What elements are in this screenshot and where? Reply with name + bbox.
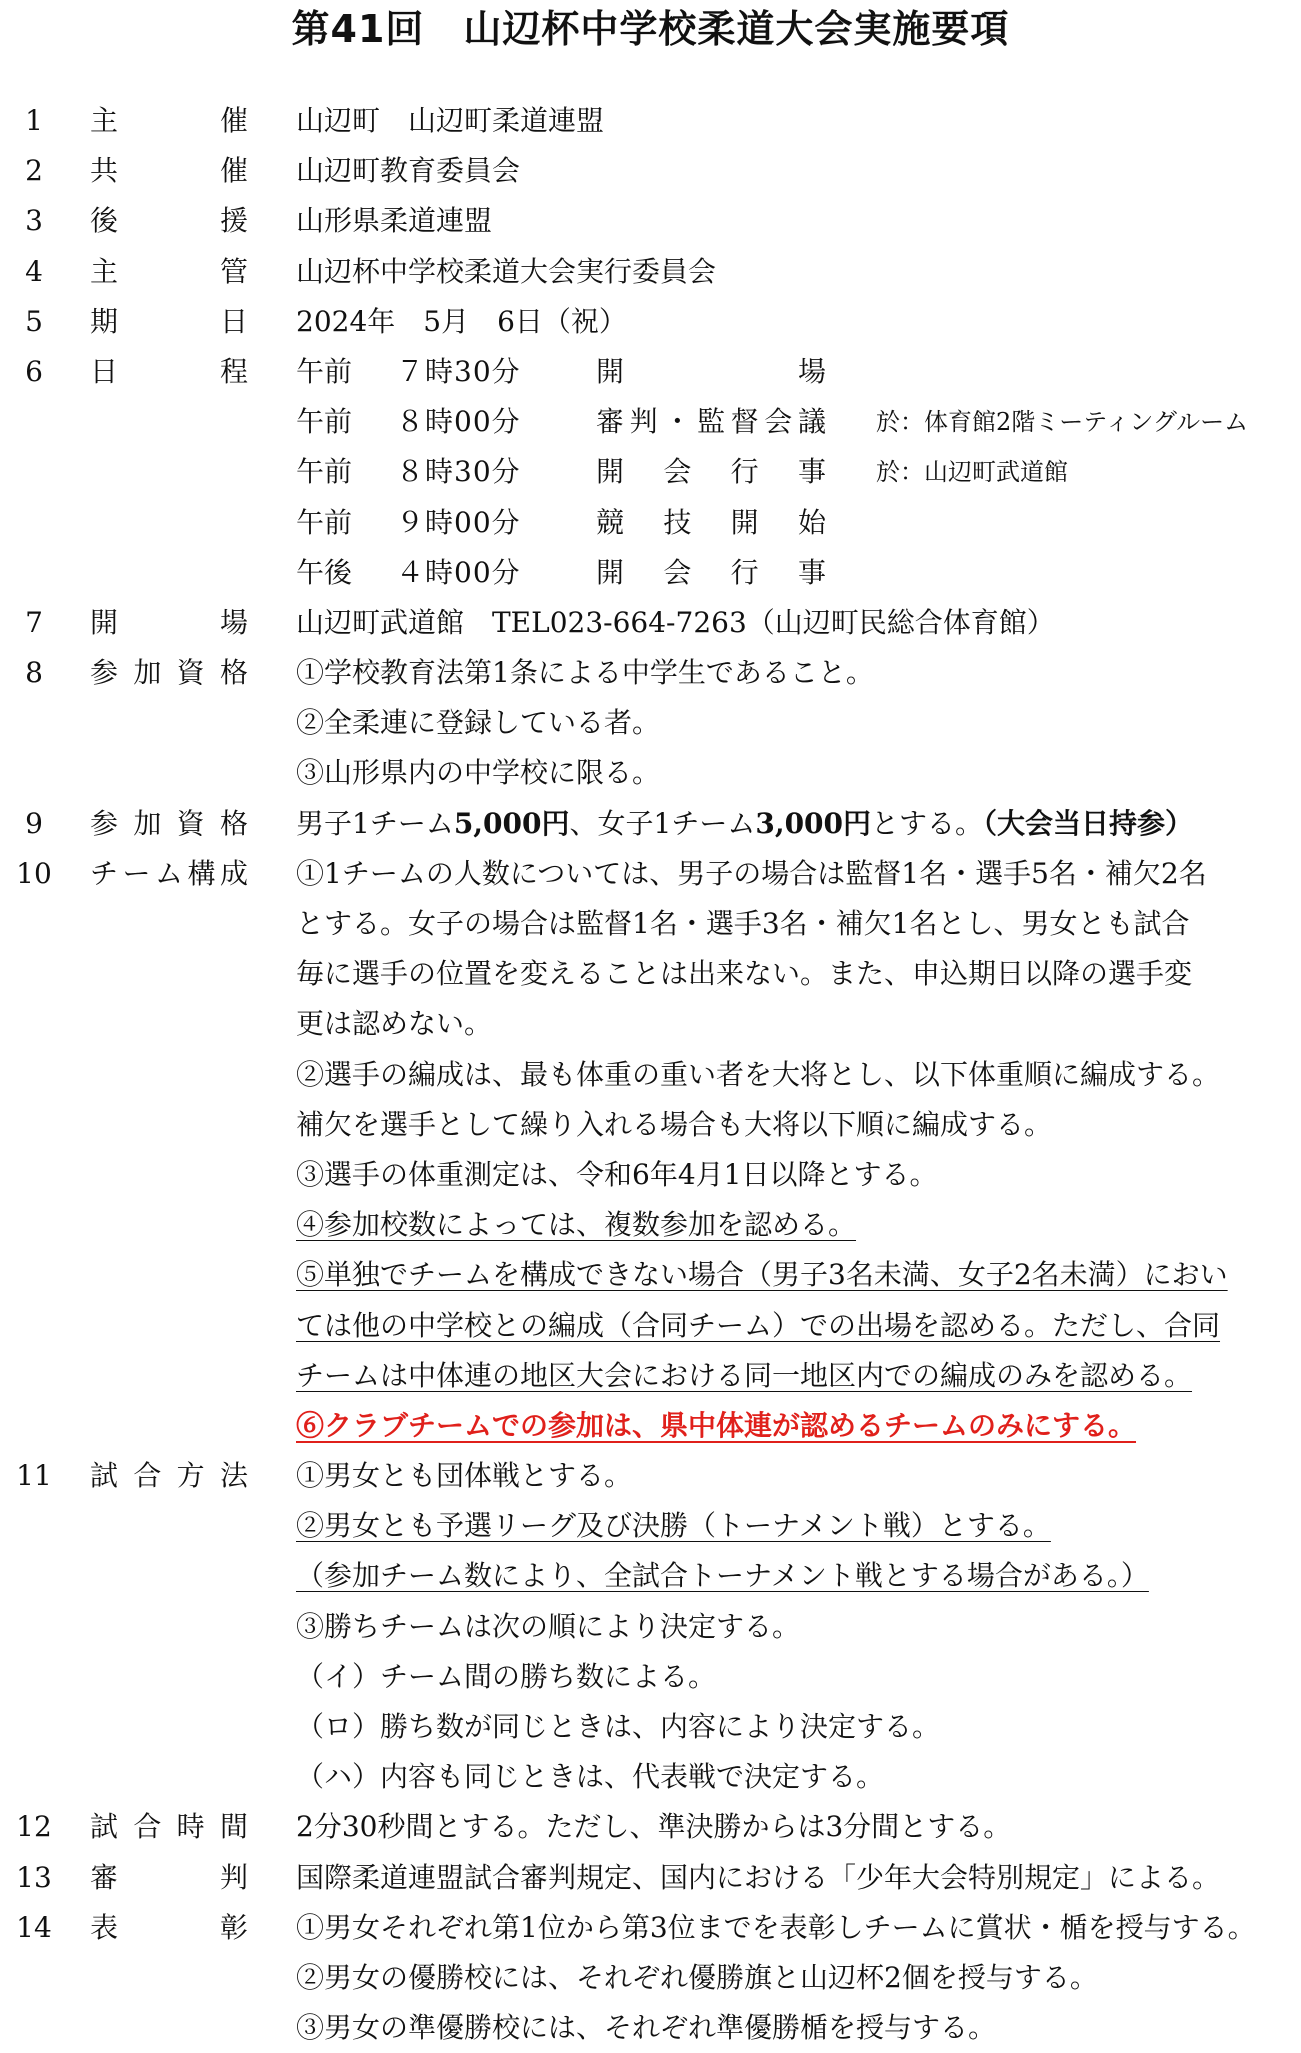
item-content-line: ②男女とも予選リーグ及び決勝（トーナメント戦）とする。 [296, 1509, 1051, 1543]
item-number: 5 [25, 304, 43, 338]
item-number: 6 [25, 354, 43, 388]
item-content-line: ②選手の編成は、最も体重の重い者を大将とし、以下体重順に編成する。 [296, 1057, 1221, 1091]
item-label: 参 加 資 格 [90, 806, 248, 840]
item-content: 山形県柔道連盟 [296, 204, 493, 238]
item-row-4 [0, 247, 1301, 297]
schedule-event-char: 開 [596, 354, 625, 388]
item-content-line: チームは中体連の地区大会における同一地区内での編成のみを認める。 [296, 1358, 1193, 1392]
item-number: 7 [25, 605, 43, 639]
schedule-event-char: 監 [696, 405, 725, 439]
item-line [0, 1050, 1301, 1100]
item-row-1 [0, 96, 1301, 146]
schedule-event-char: 審 [596, 405, 625, 439]
schedule-ampm: 午後 [296, 555, 353, 589]
schedule-time: ７時30分 [396, 354, 521, 388]
schedule-event-char: 事 [797, 455, 826, 489]
fee-text: 、女子1チーム [569, 806, 756, 840]
item-row-9 [0, 799, 1301, 849]
schedule-block [0, 347, 1301, 598]
schedule-event-char: 開 [596, 455, 625, 489]
item-content: 2024年 5月 6日（祝） [296, 304, 627, 338]
schedule-time: ８時30分 [396, 455, 521, 489]
item-content-line: ①学校教育法第1条による中学生であること。 [296, 656, 874, 690]
item-content-line: ③山形県内の中学校に限る。 [296, 756, 661, 790]
item-number: 9 [25, 806, 43, 840]
schedule-event-char: 判 [629, 405, 658, 439]
fee-content [296, 799, 1193, 849]
schedule-event-char: 始 [797, 505, 826, 539]
item-line [0, 1903, 1301, 1953]
item-line [0, 1200, 1301, 1250]
item-label: 共 催 [90, 154, 248, 188]
item-line [0, 999, 1301, 1049]
schedule-event-char: 場 [797, 354, 826, 388]
fee-text: 男子1チーム [296, 806, 454, 840]
item-content-line: ③男女の準優勝校には、それぞれ準優勝楯を授与する。 [296, 2011, 997, 2045]
fee-text: とする。 [871, 806, 984, 840]
item-number: 11 [16, 1459, 52, 1493]
item-content-line: ③選手の体重測定は、令和6年4月1日以降とする。 [296, 1157, 938, 1191]
item-line [0, 698, 1301, 748]
item-content-line: ては他の中学校との編成（合同チーム）での出場を認める。ただし、合同 [296, 1308, 1221, 1342]
item-number: 1 [25, 104, 43, 137]
item-line [0, 2003, 1301, 2053]
item-line [0, 1752, 1301, 1802]
schedule-ampm: 午前 [296, 455, 353, 489]
item-number: 2 [25, 154, 43, 188]
item-content-line: ⑤単独でチームを構成できない場合（男子3名未満、女子2名未満）におい [296, 1258, 1228, 1292]
item-line [0, 1150, 1301, 1200]
item-label: 表 彰 [90, 1910, 248, 1944]
item-line [0, 648, 1301, 698]
item-number: 12 [16, 1810, 52, 1844]
item-row-5 [0, 297, 1301, 347]
fee-note: （大会当日持参） [983, 806, 1194, 840]
schedule-venue: 於：体育館2階ミーティングルーム [876, 408, 1249, 437]
item-line [0, 1953, 1301, 2003]
schedule-event-char: 行 [730, 555, 759, 589]
schedule-time: ９時00分 [396, 505, 521, 539]
item-label: 試 合 方 法 [90, 1459, 248, 1493]
document-body [0, 96, 1301, 2053]
item-block-14 [0, 1903, 1301, 2053]
schedule-ampm: 午前 [296, 405, 353, 439]
item-label: 日 程 [90, 354, 248, 388]
item-label: 期 日 [90, 304, 248, 338]
schedule-row [0, 447, 1301, 497]
schedule-event-char: ・ [663, 405, 692, 439]
item-line [0, 1652, 1301, 1702]
item-line [0, 849, 1301, 899]
item-row-12 [0, 1802, 1301, 1852]
item-line [0, 1100, 1301, 1150]
fee-amount-boys: 5,000円 [453, 806, 570, 840]
schedule-row [0, 498, 1301, 548]
schedule-row [0, 347, 1301, 397]
schedule-ampm: 午前 [296, 354, 353, 388]
fee-amount-girls: 3,000円 [755, 806, 872, 840]
item-content-line: （参加チーム数により、全試合トーナメント戦とする場合がある。） [296, 1559, 1149, 1593]
item-content-line: 更は認めない。 [296, 1007, 493, 1041]
item-line [0, 1451, 1301, 1501]
item-number: 10 [16, 856, 52, 890]
item-label: 主 催 [90, 104, 248, 137]
item-line [0, 949, 1301, 999]
item-content: 2分30秒間とする。ただし、準決勝からは3分間とする。 [296, 1810, 1012, 1844]
item-content-line: ④参加校数によっては、複数参加を認める。 [296, 1208, 857, 1242]
item-content-line: とする。女子の場合は監督1名・選手3名・補欠1名とし、男女とも試合 [296, 907, 1190, 940]
item-content-line: ③勝ちチームは次の順により決定する。 [296, 1609, 801, 1643]
schedule-event-char: 開 [596, 555, 625, 589]
item-line [0, 1250, 1301, 1300]
schedule-event-char: 会 [764, 405, 793, 439]
item-line [0, 1351, 1301, 1401]
page-title: 第41回 山辺杯中学校柔道大会実施要項 [291, 7, 1010, 51]
item-label: 審 判 [90, 1860, 248, 1894]
item-content-line: ⑥クラブチームでの参加は、県中体連が認めるチームのみにする。 [296, 1408, 1137, 1442]
schedule-ampm: 午前 [296, 505, 353, 539]
schedule-time: ８時00分 [396, 405, 521, 439]
schedule-venue: 於：山辺町武道館 [876, 458, 1068, 487]
schedule-time: ４時00分 [396, 555, 521, 589]
item-content: 山辺町 山辺町柔道連盟 [296, 104, 605, 137]
item-content-line: （ハ）内容も同じときは、代表戦で決定する。 [296, 1760, 885, 1794]
item-content: 国際柔道連盟試合審判規定、国内における「少年大会特別規定」による。 [296, 1860, 1221, 1894]
item-content-line: ②全柔連に登録している者。 [296, 706, 661, 740]
item-content-line: ②男女の優勝校には、それぞれ優勝旗と山辺杯2個を授与する。 [296, 1960, 1098, 1994]
schedule-event-char: 開 [730, 505, 759, 539]
schedule-event [596, 347, 826, 397]
item-content: 山辺町武道館 TEL023-664-7263（山辺町民総合体育館） [296, 605, 1055, 639]
schedule-event-char: 督 [730, 405, 759, 439]
item-line [0, 899, 1301, 949]
schedule-event-char: 会 [663, 455, 692, 489]
schedule-event-char: 競 [596, 505, 625, 539]
item-row-3 [0, 196, 1301, 246]
item-line [0, 1501, 1301, 1551]
schedule-row [0, 397, 1301, 447]
item-content-line: （ロ）勝ち数が同じときは、内容により決定する。 [296, 1710, 941, 1743]
item-row-7 [0, 598, 1301, 648]
item-label: チ ー ム 構 成 [90, 856, 248, 890]
item-label: 参 加 資 格 [90, 656, 248, 690]
item-row-2 [0, 146, 1301, 196]
item-content-line: ①1チームの人数については、男子の場合は監督1名・選手5名・補欠2名 [296, 856, 1207, 890]
schedule-event [596, 447, 826, 497]
item-content: 山辺町教育委員会 [296, 154, 521, 188]
schedule-event-char: 事 [797, 555, 826, 589]
item-content-line: （イ）チーム間の勝ち数による。 [296, 1659, 717, 1693]
item-number: 13 [16, 1860, 52, 1894]
item-content-line: 補欠を選手として繰り入れる場合も大将以下順に編成する。 [296, 1107, 1053, 1141]
item-line [0, 1401, 1301, 1451]
schedule-event [596, 397, 826, 447]
item-label: 開 場 [90, 605, 248, 639]
item-content-line: ①男女それぞれ第1位から第3位までを表彰しチームに賞状・楯を授与する。 [296, 1910, 1256, 1944]
item-number: 8 [25, 656, 43, 690]
schedule-event-char: 会 [663, 555, 692, 589]
item-block-8 [0, 648, 1301, 799]
item-label: 試 合 時 間 [90, 1810, 248, 1844]
item-row-13 [0, 1853, 1301, 1903]
schedule-event [596, 548, 826, 598]
item-label: 後 援 [90, 204, 248, 238]
schedule-event-char: 議 [797, 405, 826, 439]
item-block-10 [0, 849, 1301, 1451]
item-number: 3 [25, 204, 43, 238]
item-number: 14 [16, 1910, 52, 1944]
item-content-line: ①男女とも団体戦とする。 [296, 1459, 633, 1493]
item-number: 4 [25, 254, 43, 288]
item-label: 主 管 [90, 254, 248, 288]
item-content-line: 毎に選手の位置を変えることは出来ない。また、申込期日以降の選手変 [296, 957, 1193, 991]
item-line [0, 1301, 1301, 1351]
item-line [0, 748, 1301, 798]
schedule-event [596, 498, 826, 548]
item-line [0, 1702, 1301, 1752]
item-line [0, 1551, 1301, 1601]
schedule-event-char: 技 [663, 505, 692, 539]
item-block-11 [0, 1451, 1301, 1802]
item-content: 山辺杯中学校柔道大会実行委員会 [296, 254, 717, 288]
schedule-event-char: 行 [730, 455, 759, 489]
schedule-row [0, 548, 1301, 598]
item-line [0, 1602, 1301, 1652]
